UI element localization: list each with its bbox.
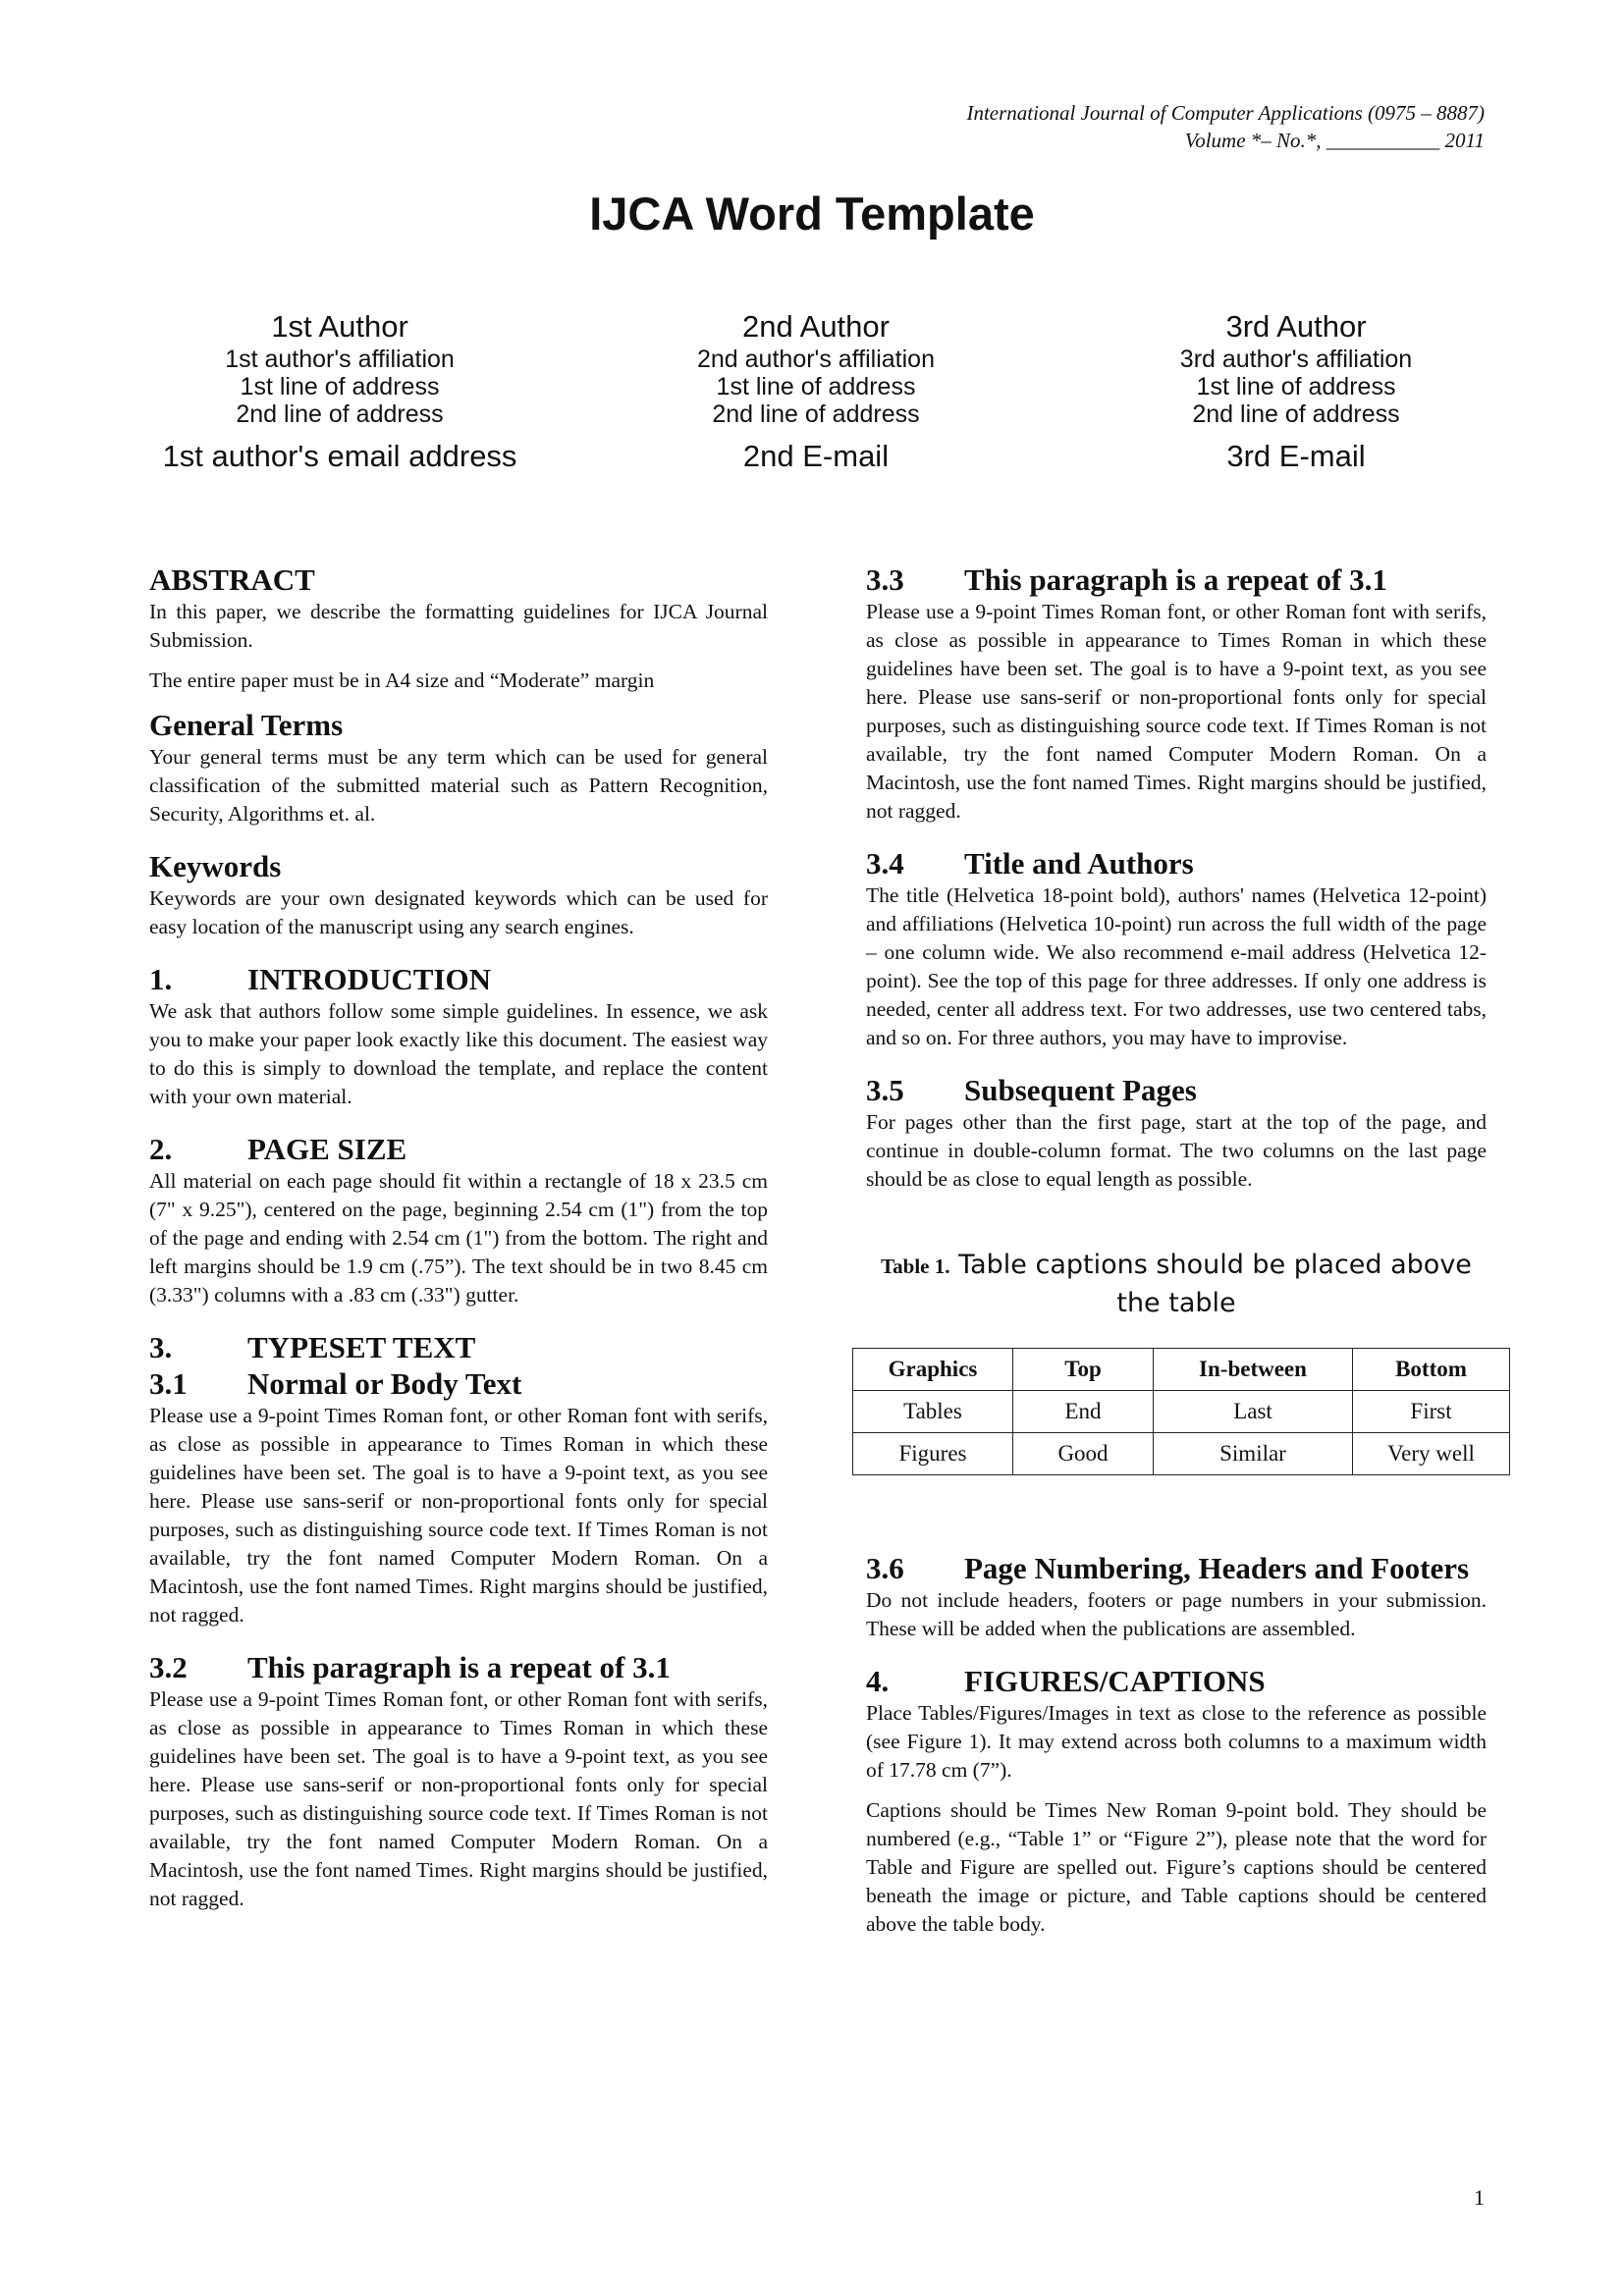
general-terms-heading: General Terms xyxy=(149,708,344,742)
subsection-heading xyxy=(149,1365,768,1402)
section-heading xyxy=(149,961,768,997)
section-title: Page Numbering, Headers and Footers xyxy=(964,1551,1470,1585)
section-heading xyxy=(866,1663,1487,1699)
section-title: TYPESET TEXT xyxy=(247,1330,476,1364)
author-address-2: 2nd line of address xyxy=(236,400,444,428)
section-number: 2. xyxy=(149,1132,173,1166)
journal-name: International Journal of Computer Applications (0975 – 8887) xyxy=(966,101,1485,125)
section-number: 4. xyxy=(866,1664,890,1698)
table-cell: End xyxy=(1013,1391,1154,1433)
journal-header xyxy=(966,99,1485,154)
table-header-row xyxy=(853,1349,1510,1391)
author-name: 2nd Author xyxy=(742,309,890,344)
table-header-cell: In-between xyxy=(1154,1349,1353,1391)
table-caption xyxy=(866,1247,1487,1322)
table-cell: Last xyxy=(1154,1391,1353,1433)
section-title: Normal or Body Text xyxy=(247,1366,522,1401)
section-body: Place Tables/Figures/Images in text as close to the reference as possible (see Figure 1). It may extend across both columns to a maximum width of 17.78 cm (7”). xyxy=(866,1701,1487,1782)
author-address-2: 2nd line of address xyxy=(712,400,920,428)
section-body: Please use a 9-point Times Roman font, or other Roman font with serifs, as close as possible in appearance to Times Roman in which these guidelines have been set. The goal is to have a 9-point text, as you see here. Please use sans-serif or non-proportional fonts only for special purposes, such as distinguishing source code text. If Times Roman is not available, try the font named Computer Modern Roman. On a Macintosh, use the font named Times. Right margins should be justified, not ragged. xyxy=(866,600,1487,823)
author-3 xyxy=(1070,308,1522,475)
subsection-heading xyxy=(149,1649,768,1685)
author-2 xyxy=(590,308,1042,475)
author-address-2: 2nd line of address xyxy=(1192,400,1400,428)
table-cell: Figures xyxy=(853,1433,1013,1475)
author-1 xyxy=(114,308,566,475)
abstract-heading: ABSTRACT xyxy=(149,562,315,597)
section-number: 3.4 xyxy=(866,846,904,881)
author-name: 1st Author xyxy=(271,309,408,344)
table-cell: Good xyxy=(1013,1433,1154,1475)
section-title: Title and Authors xyxy=(964,846,1194,881)
right-column xyxy=(866,561,1487,1939)
section-title: Subsequent Pages xyxy=(964,1073,1197,1107)
section-body: For pages other than the first page, start at the top of the page, and continue in double-column format. The two columns on the last page should be as close to equal length as possible. xyxy=(866,1110,1487,1191)
section-heading xyxy=(149,1329,768,1365)
table-row xyxy=(853,1433,1510,1475)
author-address-1: 1st line of address xyxy=(240,373,440,400)
author-affiliation: 2nd author's affiliation xyxy=(697,346,935,373)
table-cell: Tables xyxy=(853,1391,1013,1433)
section-heading xyxy=(149,1131,768,1167)
section-number: 3. xyxy=(149,1330,173,1364)
section-body: Do not include headers, footers or page numbers in your submission. These will be added when the publications are assembled. xyxy=(866,1588,1487,1640)
section-body: Captions should be Times New Roman 9-point bold. They should be numbered (e.g., “Table 1” or “Figure 2”), please note that the word for Table and Figure are spelled out. Figure’s captions should be centered beneath the image or picture, and Table captions should be centered above the table body. xyxy=(866,1798,1487,1936)
abstract-paragraph: In this paper, we describe the formatting guidelines for IJCA Journal Submission. xyxy=(149,600,768,652)
section-body: Please use a 9-point Times Roman font, or other Roman font with serifs, as close as possible in appearance to Times Roman in which these guidelines have been set. The goal is to have a 9-point text, as you see here. Please use sans-serif or non-proportional fonts only for special purposes, such as distinguishing source code text. If Times Roman is not available, try the font named Computer Modern Roman. On a Macintosh, use the font named Times. Right margins should be justified, not ragged. xyxy=(149,1687,768,1910)
journal-volume: Volume *– No.*, ___________ 2011 xyxy=(1184,129,1485,152)
section-title: FIGURES/CAPTIONS xyxy=(964,1664,1266,1698)
section-body: We ask that authors follow some simple guidelines. In essence, we ask you to make your paper look exactly like this document. The easiest way to do this is simply to download the template, and replace the content with your own material. xyxy=(149,999,768,1108)
author-affiliation: 3rd author's affiliation xyxy=(1179,346,1413,373)
keywords-body: Keywords are your own designated keywords which can be used for easy location of the manuscript using any search engines. xyxy=(149,886,768,938)
table-label: Table 1. xyxy=(881,1255,950,1278)
author-email: 2nd E-mail xyxy=(742,439,890,473)
section-body: All material on each page should fit within a rectangle of 18 x 23.5 cm (7" x 9.25"), centered on the page, beginning 2.54 cm (1") from the top of the page and ending with 2.54 cm (1") from the bottom. The right and left margins should be 1.9 cm (.75”). The text should be in two 8.45 cm (3.33") columns with a .83 cm (.33") gutter. xyxy=(149,1169,768,1307)
paper-title: IJCA Word Template xyxy=(589,187,1035,240)
abstract-paragraph: The entire paper must be in A4 size and “Moderate” margin xyxy=(149,668,655,692)
section-number: 3.6 xyxy=(866,1551,904,1585)
table-caption-text: Table captions should be placed above the table xyxy=(958,1250,1472,1318)
subsection-heading xyxy=(866,845,1487,881)
table-header-cell: Top xyxy=(1013,1349,1154,1391)
author-address-1: 1st line of address xyxy=(716,373,916,400)
section-number: 3.5 xyxy=(866,1073,904,1107)
subsection-heading xyxy=(866,1072,1487,1108)
left-column xyxy=(149,561,768,1913)
table-cell: Very well xyxy=(1353,1433,1510,1475)
page-number: 1 xyxy=(1474,2185,1485,2210)
table-row xyxy=(853,1391,1510,1433)
section-number: 1. xyxy=(149,962,173,996)
section-title: PAGE SIZE xyxy=(247,1132,407,1166)
author-block xyxy=(0,308,1624,485)
section-number: 3.2 xyxy=(149,1650,188,1684)
subsection-heading xyxy=(866,1513,1487,1586)
author-name: 3rd Author xyxy=(1225,309,1367,344)
data-table xyxy=(852,1348,1510,1475)
author-email: 1st author's email address xyxy=(162,439,517,473)
author-address-1: 1st line of address xyxy=(1196,373,1396,400)
table-header-cell: Graphics xyxy=(853,1349,1013,1391)
section-number: 3.3 xyxy=(866,562,904,597)
section-number: 3.1 xyxy=(149,1366,188,1401)
keywords-heading: Keywords xyxy=(149,849,282,883)
table-cell: First xyxy=(1353,1391,1510,1433)
section-body: Please use a 9-point Times Roman font, or other Roman font with serifs, as close as possible in appearance to Times Roman in which these guidelines have been set. The goal is to have a 9-point text, as you see here. Please use sans-serif or non-proportional fonts only for special purposes, such as distinguishing source code text. If Times Roman is not available, try the font named Computer Modern Roman. On a Macintosh, use the font named Times. Right margins should be justified, not ragged. xyxy=(149,1404,768,1627)
subsection-heading xyxy=(866,561,1487,598)
section-title: This paragraph is a repeat of 3.1 xyxy=(964,562,1387,597)
general-terms-body: Your general terms must be any term which can be used for general classification of the submitted material such as Pattern Recognition, Security, Algorithms et. al. xyxy=(149,745,768,826)
author-affiliation: 1st author's affiliation xyxy=(225,346,455,373)
section-body: The title (Helvetica 18-point bold), authors' names (Helvetica 12-point) and affiliations (Helvetica 10-point) run across the full width of the page – one column wide. We also recommend e-mail address (Helvetica 12-point). See the top of this page for three addresses. If only one address is needed, center all address text. For two addresses, use two centered tabs, and so on. For three authors, you may have to improvise. xyxy=(866,883,1487,1049)
table-header-cell: Bottom xyxy=(1353,1349,1510,1391)
author-email: 3rd E-mail xyxy=(1226,439,1366,473)
section-title: This paragraph is a repeat of 3.1 xyxy=(247,1650,671,1684)
section-title: INTRODUCTION xyxy=(247,962,492,996)
table-cell: Similar xyxy=(1154,1433,1353,1475)
